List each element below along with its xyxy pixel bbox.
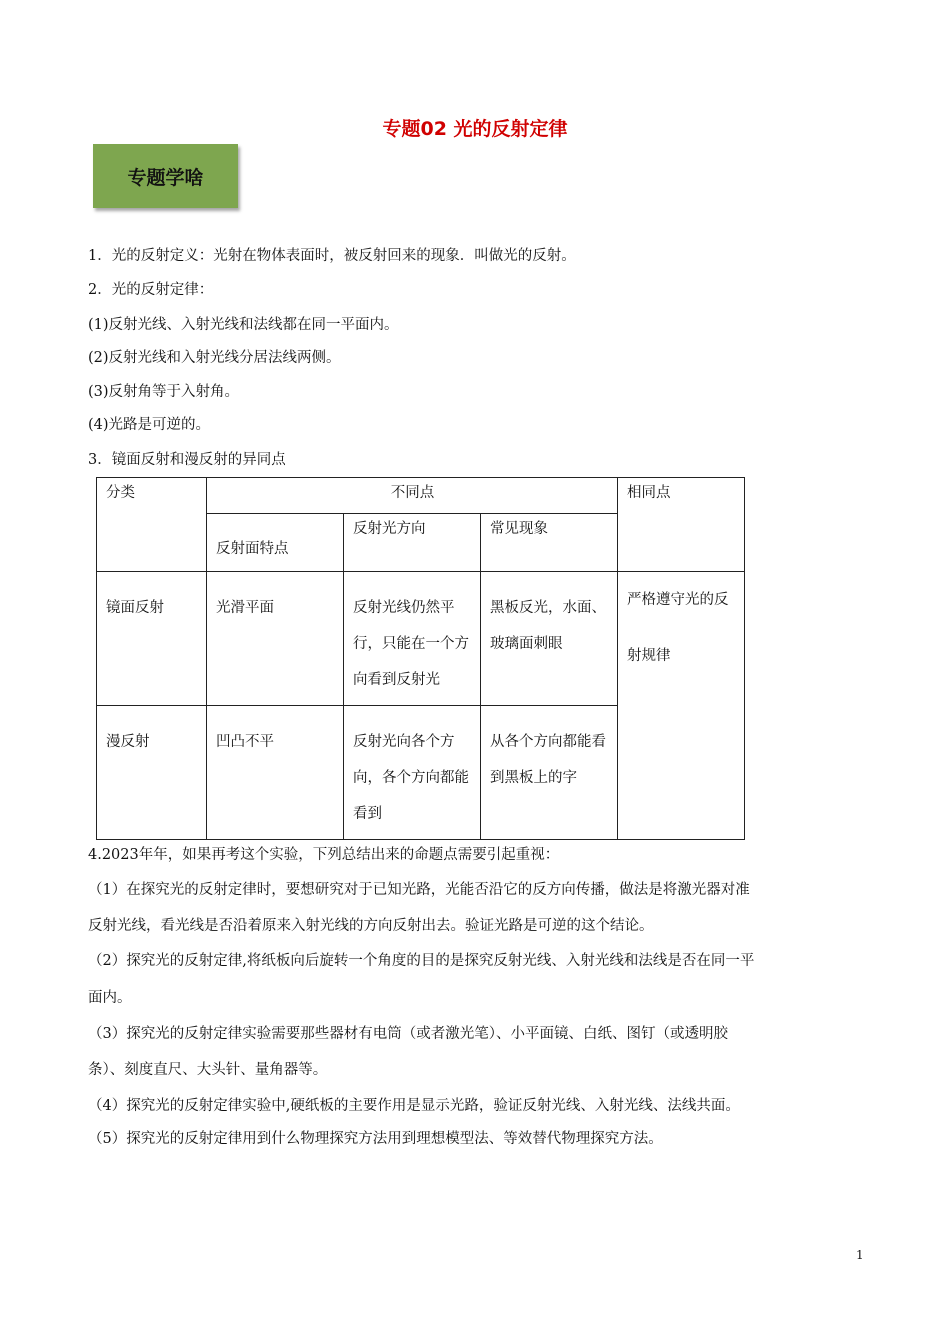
page-title: 专题02 光的反射定律 <box>382 118 568 140</box>
exam-point-2b: 面内。 <box>88 990 132 1006</box>
comparison-heading: 3．镜面反射和漫反射的异同点 <box>88 452 286 468</box>
row-diffuse-surface: 凹凸不平 <box>207 706 344 840</box>
law-item-1: (1)反射光线、入射光线和法线都在同一平面内。 <box>88 317 399 333</box>
similarity-cell: 严格遵守光的反射规律 <box>618 572 745 840</box>
header-differences: 不同点 <box>207 478 618 514</box>
law-item-4: (4)光路是可逆的。 <box>88 417 211 433</box>
row-diffuse-name: 漫反射 <box>97 706 207 840</box>
page-number: 1 <box>856 1248 864 1262</box>
header-phenomenon: 常见现象 <box>481 514 618 572</box>
comparison-table <box>96 477 745 840</box>
header-surface: 反射面特点 <box>207 514 344 572</box>
law-item-3: (3)反射角等于入射角。 <box>88 384 240 400</box>
exam-point-2a: （2）探究光的反射定律,将纸板向后旋转一个角度的目的是探究反射光线、入射光线和法线是否在同一平 <box>88 953 755 969</box>
row-specular-phenomenon: 黑板反光，水面、玻璃面刺眼 <box>481 572 618 706</box>
header-category: 分类 <box>97 478 207 572</box>
law-item-2: (2)反射光线和入射光线分居法线两侧。 <box>88 350 341 366</box>
row-diffuse-direction: 反射光向各个方向，各个方向都能看到 <box>344 706 481 840</box>
law-heading: 2．光的反射定律： <box>88 282 214 298</box>
exam-point-3b: 条）、刻度直尺、大头针、量角器等。 <box>88 1062 328 1078</box>
exam-point-4: （4）探究光的反射定律实验中,硬纸板的主要作用是显示光路，验证反射光线、入射光线、法线共面。 <box>88 1098 740 1114</box>
row-specular-direction: 反射光线仍然平行，只能在一个方向看到反射光 <box>344 572 481 706</box>
exam-point-3a: （3）探究光的反射定律实验需要那些器材有电筒（或者激光笔）、小平面镜、白纸、图钉（或透明胶 <box>88 1026 728 1042</box>
row-diffuse-phenomenon: 从各个方向都能看到黑板上的字 <box>481 706 618 840</box>
exam-point-1b: 反射光线，看光线是否沿着原来入射光线的方向反射出去。验证光路是可逆的这个结论。 <box>88 918 654 934</box>
row-specular-surface: 光滑平面 <box>207 572 344 706</box>
exam-point-1a: （1）在探究光的反射定律时，要想研究对于已知光路，光能否沿它的反方向传播，做法是将激光器对准 <box>88 882 750 898</box>
exam-points-intro: 4.2023年年，如果再考这个实验，下列总结出来的命题点需要引起重视： <box>88 847 560 863</box>
exam-point-5: （5）探究光的反射定律用到什么物理探究方法用到理想模型法、等效替代物理探究方法。 <box>88 1131 663 1147</box>
definition-line: 1．光的反射定义：光射在物体表面时，被反射回来的现象．叫做光的反射。 <box>88 248 576 264</box>
row-specular-name: 镜面反射 <box>97 572 207 706</box>
section-badge: 专题学啥 <box>93 144 238 208</box>
header-direction: 反射光方向 <box>344 514 481 572</box>
header-similarities: 相同点 <box>618 478 745 572</box>
